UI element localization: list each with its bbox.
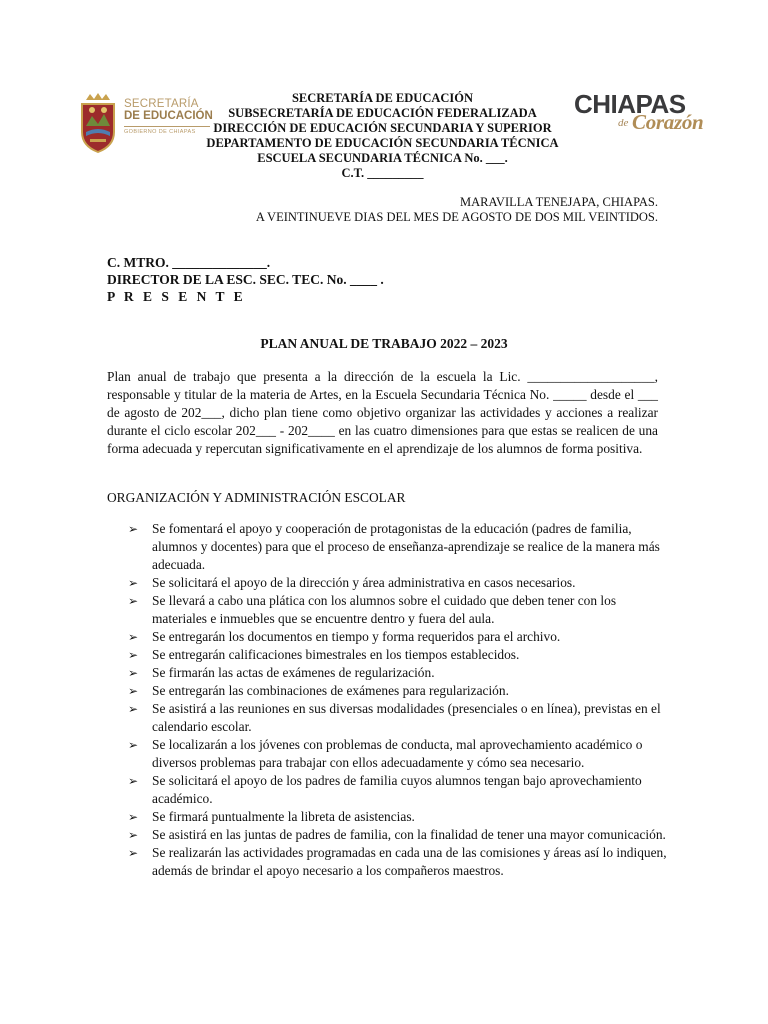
list-item xyxy=(128,646,668,664)
list-item-text: Se fomentará el apoyo y cooperación de protagonistas de la educación (padres de familia, alumnos y docentes) para que el proceso de enseñanza-aprendizaje se realice de la manera más adecuada. xyxy=(152,521,660,572)
list-item-text: Se llevará a cabo una plática con los alumnos sobre el cuidado que deben tener con los materiales e inmuebles que se encuentre dentro y fuera del aula. xyxy=(152,593,617,626)
header-line: DIRECCIÓN DE EDUCACIÓN SECUNDARIA Y SUPERIOR xyxy=(213,121,552,135)
arrow-bullet-icon: ➢ xyxy=(128,630,139,644)
arrow-bullet-icon: ➢ xyxy=(128,738,139,752)
list-item-text: Se firmarán las actas de exámenes de regularización. xyxy=(152,665,435,680)
list-item xyxy=(128,826,668,844)
list-item-text: Se asistirá en las juntas de padres de familia, con la finalidad de tener una mayor comunicación. xyxy=(152,827,666,842)
presente-label: P R E S E N T E xyxy=(107,289,246,304)
recipient-role: DIRECTOR DE LA ESC. SEC. TEC. No. ____ . xyxy=(107,272,384,287)
header-line: C.T. _________ xyxy=(341,166,424,180)
sep-logo-line1: SECRETARÍA xyxy=(124,98,199,110)
sep-logo-line3: GOBIERNO DE CHIAPAS xyxy=(124,129,196,135)
arrow-bullet-icon: ➢ xyxy=(128,810,139,824)
list-item-text: Se localizarán a los jóvenes con problemas de conducta, mal aprovechamiento académico o diversos problemas para trabajar con ellos adecuadamente y cómo sea necesario. xyxy=(152,737,643,770)
arrow-bullet-icon: ➢ xyxy=(128,522,139,536)
list-item-text: Se entregarán los documentos en tiempo y forma requeridos para el archivo. xyxy=(152,629,561,644)
chiapas-logo-word: CHIAPAS xyxy=(574,89,686,119)
institution-header xyxy=(190,91,575,181)
list-item-text: Se entregarán las combinaciones de exámenes para regularización. xyxy=(152,683,509,698)
list-item xyxy=(128,736,668,772)
header-line: ESCUELA SECUNDARIA TÉCNICA No. ___. xyxy=(257,151,508,165)
list-item xyxy=(128,808,668,826)
header-line: SECRETARÍA DE EDUCACIÓN xyxy=(291,91,474,105)
list-item xyxy=(128,700,668,736)
list-item xyxy=(128,574,668,592)
header-line: SUBSECRETARÍA DE EDUCACIÓN FEDERALIZADA xyxy=(228,106,537,120)
list-item-text: Se firmará puntualmente la libreta de asistencias. xyxy=(152,809,415,824)
arrow-bullet-icon: ➢ xyxy=(128,684,139,698)
list-item xyxy=(128,844,668,880)
place-and-date xyxy=(256,195,658,225)
arrow-bullet-icon: ➢ xyxy=(128,774,139,788)
section-heading: ORGANIZACIÓN Y ADMINISTRACIÓN ESCOLAR xyxy=(107,490,406,505)
list-item xyxy=(128,664,668,682)
recipient-block xyxy=(107,254,384,305)
chiapas-coat-of-arms-icon xyxy=(78,92,118,154)
activity-list xyxy=(128,520,668,880)
arrow-bullet-icon: ➢ xyxy=(128,846,139,860)
list-item-text: Se realizarán las actividades programadas en cada una de las comisiones y áreas así lo indiquen, además de brindar el apoyo necesario a los compañeros maestros. xyxy=(152,845,667,878)
list-item-text: Se entregarán calificaciones bimestrales en los tiempos establecidos. xyxy=(152,647,520,662)
list-item xyxy=(128,682,668,700)
chiapas-logo-corazon: Corazón xyxy=(632,110,704,134)
list-item xyxy=(128,628,668,646)
list-item xyxy=(128,520,668,574)
list-item xyxy=(128,772,668,808)
arrow-bullet-icon: ➢ xyxy=(128,594,139,608)
location-line: MARAVILLA TENEJAPA, CHIAPAS. xyxy=(460,195,658,209)
arrow-bullet-icon: ➢ xyxy=(128,576,139,590)
list-item-text: Se solicitará el apoyo de los padres de familia cuyos alumnos tengan bajo aprovechamiento académico. xyxy=(152,773,642,806)
arrow-bullet-icon: ➢ xyxy=(128,666,139,680)
intro-paragraph: Plan anual de trabajo que presenta a la dirección de la escuela la Lic. ___________________, responsable y titular de la materia de Artes, en la Escuela Secundaria Técnica No. _____ desde el ___ de agosto de 202___, dicho plan tiene como objetivo organizar las actividades y acciones a realizar durante el ciclo escolar 202___ - 202____ en las cuatro dimensiones para que estas se realicen de una forma adecuada y repercutan significativamente en el aprendizaje de los alumnos de forma positiva. xyxy=(107,369,658,456)
list-item-text: Se solicitará el apoyo de la dirección y área administrativa en casos necesarios. xyxy=(152,575,576,590)
arrow-bullet-icon: ➢ xyxy=(128,702,139,716)
document-title: PLAN ANUAL DE TRABAJO 2022 – 2023 xyxy=(260,336,508,351)
recipient-name: C. MTRO. ______________. xyxy=(107,255,271,270)
chiapas-logo-de: de xyxy=(618,117,629,129)
date-line: A VEINTINUEVE DIAS DEL MES DE AGOSTO DE DOS MIL VEINTIDOS. xyxy=(255,210,658,224)
chiapas-de-corazon-logo xyxy=(574,90,710,140)
list-item xyxy=(128,592,668,628)
arrow-bullet-icon: ➢ xyxy=(128,828,139,842)
list-item-text: Se asistirá a las reuniones en sus diversas modalidades (presenciales o en línea), previstas en el calendario escolar. xyxy=(152,701,661,734)
sep-logo xyxy=(78,92,213,156)
arrow-bullet-icon: ➢ xyxy=(128,648,139,662)
sep-logo-line2: DE EDUCACIÓN xyxy=(124,110,213,122)
header-line: DEPARTAMENTO DE EDUCACIÓN SECUNDARIA TÉCNICA xyxy=(206,136,559,150)
